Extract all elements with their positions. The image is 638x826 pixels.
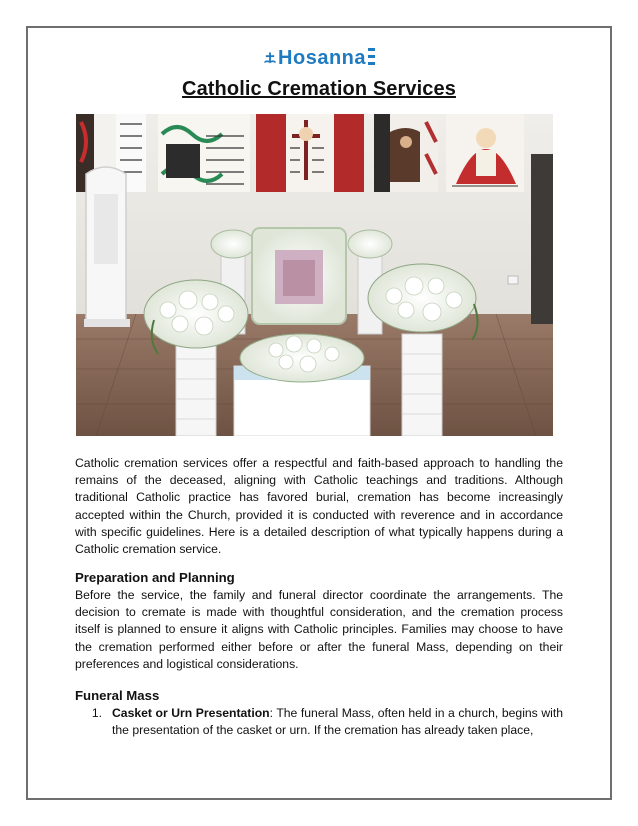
list-item-text: : The funeral Mass, often held in a church, begins with the presentation of the casket or urn. If the cremation has already taken place, xyxy=(112,706,563,738)
logo-subtext-mark xyxy=(367,46,376,68)
section-heading-preparation: Preparation and Planning xyxy=(75,570,235,585)
memorial-altar-photo xyxy=(76,114,553,436)
logo-wordmark: Hosanna xyxy=(278,47,366,69)
page-title: Catholic Cremation Services xyxy=(182,78,456,100)
list-item-number: 1. xyxy=(91,706,102,720)
wall-panel-5 xyxy=(446,114,524,192)
intro-paragraph: Catholic cremation services offer a respectful and faith-based approach to handling the remains of the deceased, aligning with Catholic teachings and traditions. Although traditional Catholic practice has favored burial, cremation has become increasingly accepted within the Church, provided it is conducted with reverence and in accordance with specific guidelines. Here is a detailed description of what typically happens during a Catholic cremation service. xyxy=(75,456,563,557)
floral-photo-frame xyxy=(252,228,346,324)
company-logo xyxy=(264,44,376,72)
preparation-paragraph: Before the service, the family and funeral director coordinate the arrangements. The decision to cremate is made with thoughtful consideration, and the cremation process itself is planned to ensure it aligns with Catholic principles. Families may choose to have the cremation performed either before or after the funeral Mass, depending on their preferences and logistical considerations. xyxy=(75,588,563,671)
memorial-photo xyxy=(76,114,553,436)
wall-panel-3 xyxy=(256,114,364,192)
cross-book-icon xyxy=(264,45,276,71)
list-item-body xyxy=(112,705,563,739)
list-item-label: Casket or Urn Presentation xyxy=(112,706,270,720)
funeral-mass-list xyxy=(75,705,563,739)
logo-subtext xyxy=(367,46,376,71)
white-lectern xyxy=(84,167,130,327)
wall-panel-4 xyxy=(374,114,438,192)
wall-panel-2 xyxy=(158,114,250,192)
list-item xyxy=(75,705,563,739)
section-heading-funeral-mass: Funeral Mass xyxy=(75,688,160,703)
